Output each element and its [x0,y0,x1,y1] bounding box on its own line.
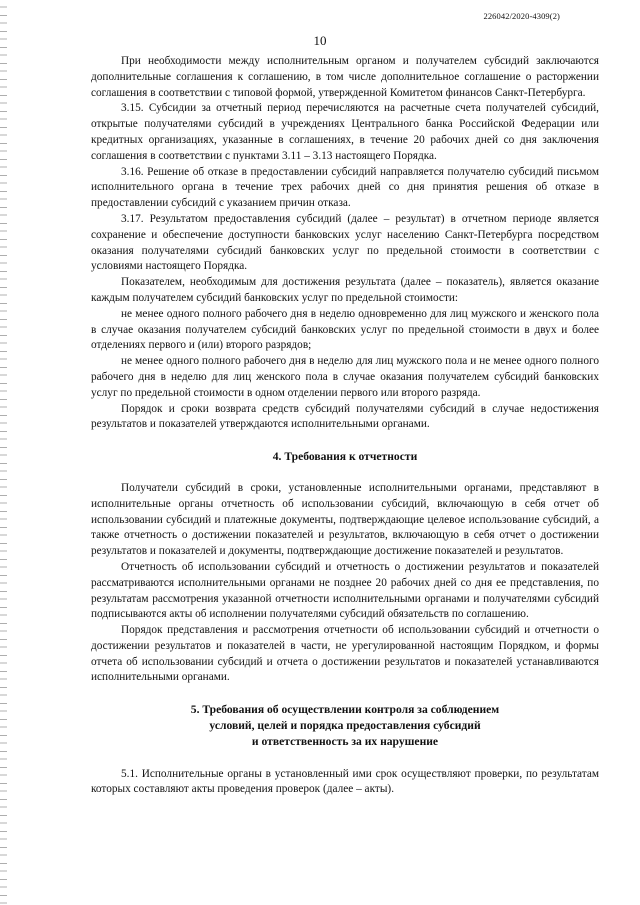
spacer [91,433,599,449]
spacer [91,686,599,702]
paragraph-additional-agreements: При необходимости между исполнительным органом и получателем субсидий заключаются дополнительные соглашения к соглашению, в том числе дополнительное соглашение о расторжении соглашения в соответствии с типовой формой, утвержденной Комитетом финансов Санкт-Петербурга. [91,55,599,99]
paragraph-reporting-procedure: Порядок представления и рассмотрения отчетности об использовании субсидий и отчетности о достижении результатов и показателей в части, не урегулированной настоящим Порядком, и формы отчета об использовании субсидий и отчета о достижении результатов и показателей устанавливаются исполнительными органами. [91,624,599,684]
paragraph-refund-procedure: Порядок и сроки возврата средств субсидий получателями субсидий в случае недостижения результатов и показателей утверждаются исполнительными органами. [91,402,599,431]
paragraph-reporting-review: Отчетность об использовании субсидий и отчетность о достижении результатов и показателей рассматриваются исполнительными органами не позднее 20 рабочих дней со дня ее представления, по результатам рассмотрения указанной отчетности исполнительными органами и получателями субсидий подписываются акты об исполнении получателями субсидий обязательств по соглашению. [91,560,599,621]
section-heading-5-line-3: и ответственность за их нарушение [251,734,439,748]
section-heading-5-line-2: условий, целей и порядка предоставления субсидий [209,719,481,733]
section-heading-5-line-1: 5. Требования об осуществлении контроля за соблюдением [190,703,500,717]
spacer [91,465,599,481]
paragraph-reporting-submission: Получатели субсидий в сроки, установленные исполнительными органами, представляют в исполнительные органы отчетность об использовании субсидий, включающую в себя отчет об использовании субсидий и платежные документы, подтверждающие целевое использование субсидий, а также отчетность о достижении показателей и результатов, включающую в себя отчет о достижении результатов и показателей и документы, подтверждающие достижение показателей и результатов. [91,481,599,558]
paragraph-5-1: 5.1. Исполнительные органы в установленный ими срок осуществляют проверки, по результатам которых составляют акты проведения проверок (далее – акты). [91,767,599,796]
document-registration-number: 226042/2020-4309(2) [483,11,560,21]
scan-left-edge [0,0,7,905]
paragraph-indicator-condition-2: не менее одного полного рабочего дня в неделю для лиц мужского пола и не менее одного полного рабочего дня в неделю для лиц женского пола в случае оказания получателем субсидий банковских услуг по предельной стоимости в одном отделении первого или второго разряда. [91,355,599,399]
paragraph-3-17: 3.17. Результатом предоставления субсидий (далее – результат) в отчетном периоде является сохранение и обеспечение доступности банковских услуг населению Санкт-Петербурга посредством оказания получателями субсидий банковских услуг по предельной стоимости в соответствии с условиями настоящего Порядка. [91,212,599,273]
paragraph-indicator-condition-1: не менее одного полного рабочего дня в неделю одновременно для лиц мужского и женского пола в случае оказания получателем субсидий банковских услуг по предельной стоимости в двух и более отделениях первого и (или) второго разрядов; [91,307,599,352]
page-number: 10 [313,33,327,48]
paragraph-3-16: 3.16. Решение об отказе в предоставлении субсидий направляется получателю субсидий письмом исполнительного органа в течение трех рабочих дней со дня принятия решения об отказе в предоставлении субсидий с указанием причин отказа. [91,165,599,210]
document-body [91,54,599,798]
paragraph-3-15: 3.15. Субсидии за отчетный период перечисляются на расчетные счета получателей субсидий, открытые получателями субсидий в учреждениях Центрального банка Российской Федерации или кредитных организациях, указанные в соглашениях, в течение 20 рабочих дней со дня заключения соглашения в соответствии с пунктами 3.11 – 3.13 настоящего Порядка. [91,102,599,162]
spacer [91,750,599,767]
section-heading-4: 4. Требования к отчетности [272,450,418,464]
paragraph-indicator: Показателем, необходимым для достижения результата (далее – показатель), является оказание каждым получателем субсидий банковских услуг по предельной стоимости: [91,276,599,304]
